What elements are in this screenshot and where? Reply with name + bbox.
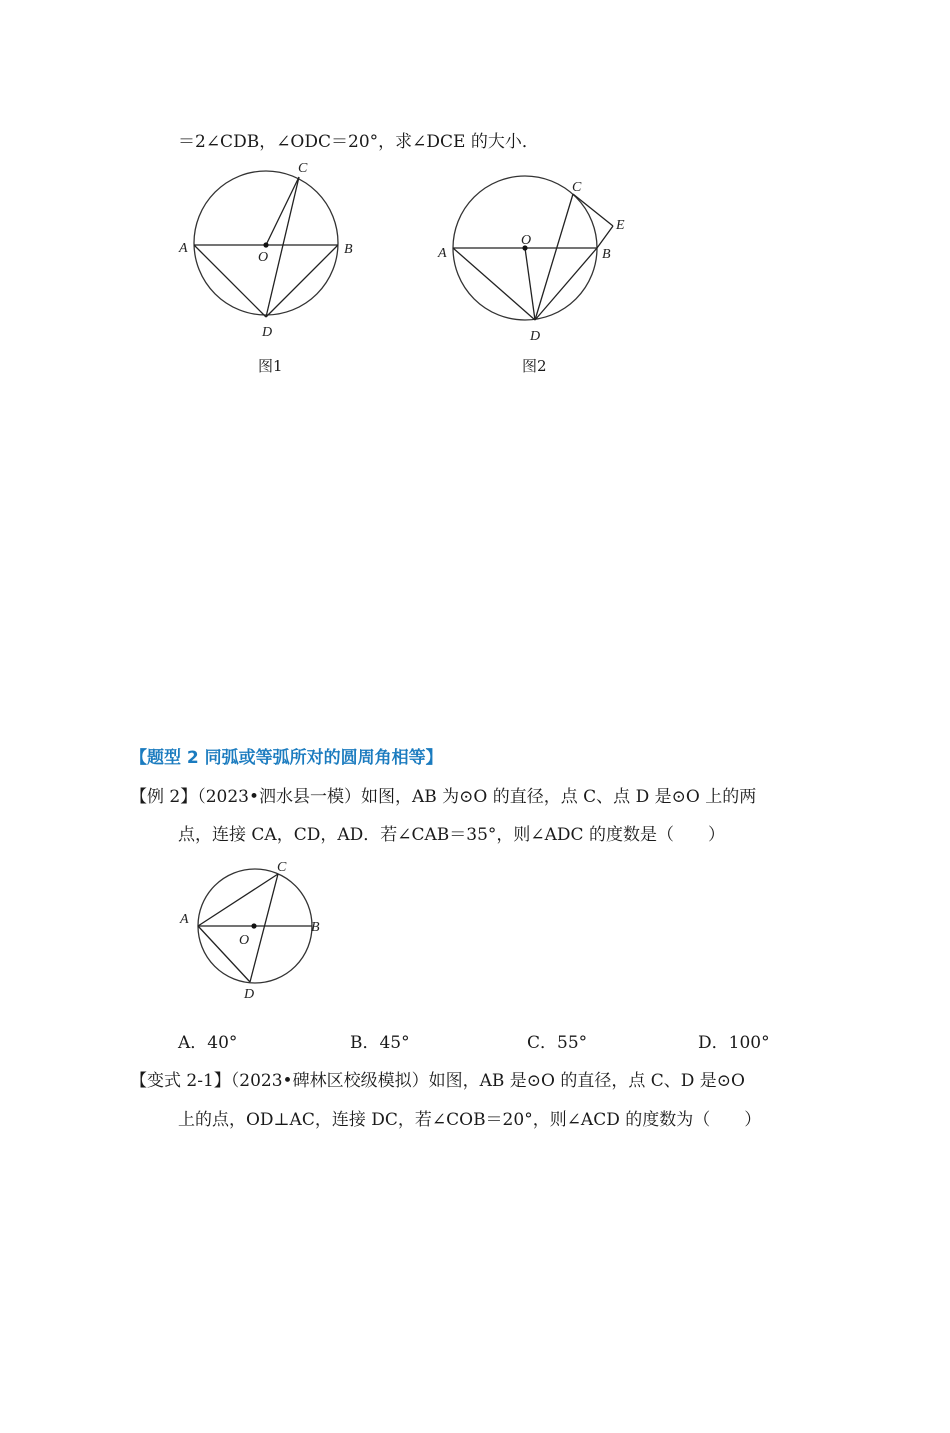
option-c: C．55° [527,1033,588,1053]
fig2-label-d: D [530,329,541,344]
variant-line2: 上的点，OD⊥AC，连接 DC，若∠COB＝20°，则∠ACD 的度数为（ ） [178,1110,762,1130]
example2-line1: 【例 2】（2023•泗水县一模）如图，AB 为⊙O 的直径，点 C、点 D 是⊙O 上的两 [130,787,757,807]
option-d: D．100° [698,1033,770,1053]
figure-3-diagram [170,850,340,1010]
figure-2 [430,170,640,359]
figure-3 [170,850,340,1014]
fig2-label-a: A [438,246,447,261]
fig3-label-c: C [277,860,287,875]
fig2-label-c: C [572,180,582,195]
example2-line2: 点，连接 CA，CD，AD．若∠CAB＝35°，则∠ADC 的度数是（ ） [178,825,725,845]
fig1-label-b: B [344,242,353,257]
fig1-label-c: C [298,161,308,176]
fig1-label-o: O [258,250,269,265]
figure-1-caption: 图1 [258,357,283,375]
option-b: B．45° [350,1033,410,1053]
fig3-label-a: A [180,912,189,927]
fig3-label-d: D [244,987,255,1002]
figure-1 [170,155,370,354]
fig3-label-b: B [311,920,320,935]
variant-line1: 【变式 2-1】（2023•碑林区校级模拟）如图，AB 是⊙O 的直径，点 C、D 是⊙O [130,1071,745,1091]
option-a: A．40° [178,1033,238,1053]
figure-2-diagram [430,170,640,355]
fig1-label-d: D [262,325,273,340]
fig3-label-o: O [239,933,250,948]
prev-problem-line: ＝2∠CDB，∠ODC＝20°，求∠DCE 的大小． [178,132,539,152]
figure-2-caption: 图2 [522,357,547,375]
fig2-label-b: B [602,247,611,262]
fig2-label-o: O [521,233,532,248]
figure-1-diagram [170,155,370,350]
section-title: 【题型 2 同弧或等弧所对的圆周角相等】 [130,748,443,768]
fig1-label-a: A [179,241,188,256]
fig2-label-e: E [616,218,625,233]
